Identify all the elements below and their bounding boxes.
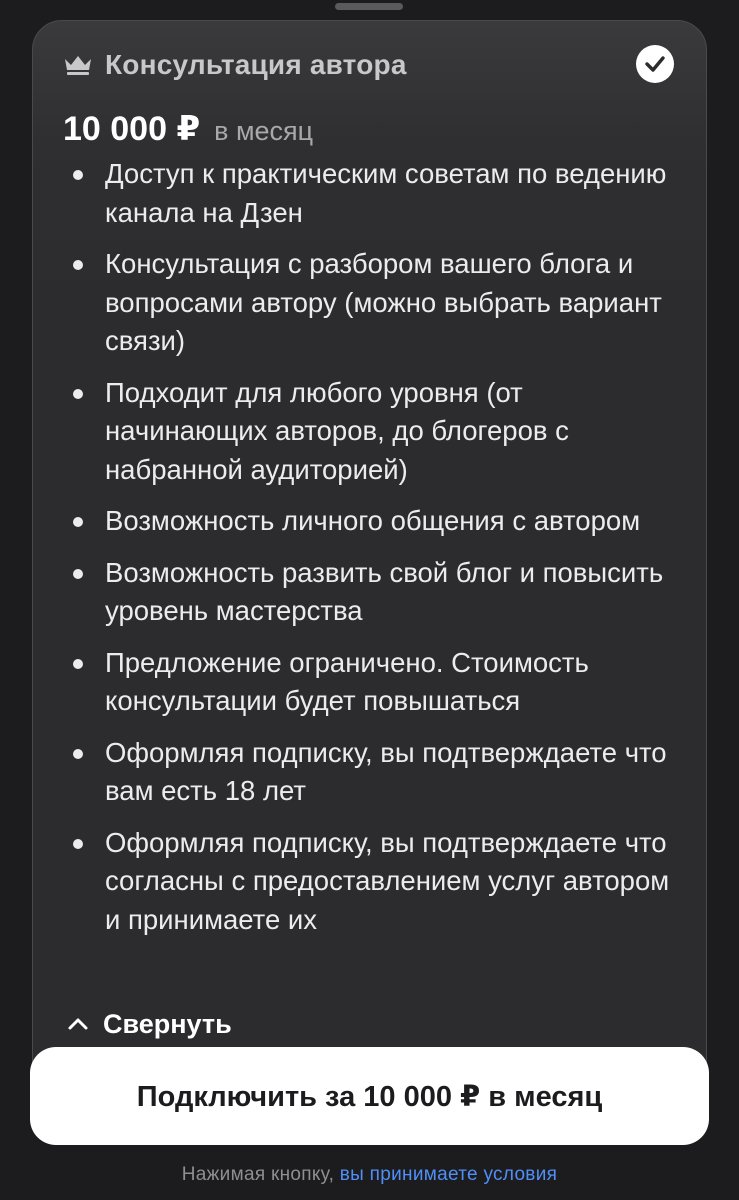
tier-header	[63, 45, 676, 85]
benefit-text: Предложение ограничено. Стоимость консультации будет повышаться	[105, 646, 589, 716]
benefit-item	[69, 644, 689, 721]
benefit-item	[69, 554, 689, 631]
terms-prefix: Нажимая кнопку,	[181, 1164, 335, 1185]
sheet-grabber[interactable]	[335, 3, 403, 10]
collapse-label: Свернуть	[103, 1008, 232, 1039]
benefit-item	[69, 245, 689, 361]
terms-notice	[0, 1164, 739, 1186]
crown-icon	[63, 53, 93, 77]
collapse-button[interactable]	[67, 1004, 232, 1044]
benefits-list	[69, 155, 689, 952]
tier-title: Консультация автора	[105, 49, 407, 80]
subscription-tier-card[interactable]	[32, 20, 707, 1130]
price-amount: 10 000 ₽	[63, 110, 201, 148]
benefit-text: Оформляя подписку, вы подтверждаете что вам есть 18 лет	[105, 736, 667, 806]
subscribe-button[interactable]: Подключить за 10 000 ₽ в месяц	[30, 1047, 709, 1145]
benefit-text: Возможность личного общения с автором	[105, 505, 641, 536]
benefit-item	[69, 502, 689, 541]
bullet-icon	[73, 517, 83, 527]
benefit-text: Подходит для любого уровня (от начинающих авторов, до блогеров с набранной аудиторией)	[105, 376, 569, 485]
bullet-icon	[73, 569, 83, 579]
bullet-icon	[73, 839, 83, 849]
price-row	[63, 109, 313, 153]
benefit-text: Консультация с разбором вашего блога и вопросами автору (можно выбрать вариант связи)	[105, 248, 662, 356]
benefit-text: Оформляя подписку, вы подтверждаете что согласны с предоставлением услуг автором и принимаете их	[105, 826, 670, 935]
benefit-item	[69, 734, 689, 811]
benefit-item	[69, 155, 689, 232]
selected-check-icon	[636, 45, 674, 83]
chevron-up-icon	[67, 1017, 89, 1031]
price-period: в месяц	[214, 116, 314, 146]
benefit-text: Возможность развить свой блог и повысить уровень мастерства	[105, 556, 664, 626]
check-icon	[644, 55, 666, 73]
bullet-icon	[73, 170, 83, 180]
bullet-icon	[73, 659, 83, 669]
benefit-item	[69, 824, 689, 940]
bullet-icon	[73, 260, 83, 270]
benefit-text: Доступ к практическим советам по ведению канала на Дзен	[105, 158, 667, 228]
benefit-item	[69, 374, 689, 490]
bullet-icon	[73, 389, 83, 399]
terms-link[interactable]: вы принимаете условия	[339, 1164, 558, 1185]
bullet-icon	[73, 749, 83, 759]
